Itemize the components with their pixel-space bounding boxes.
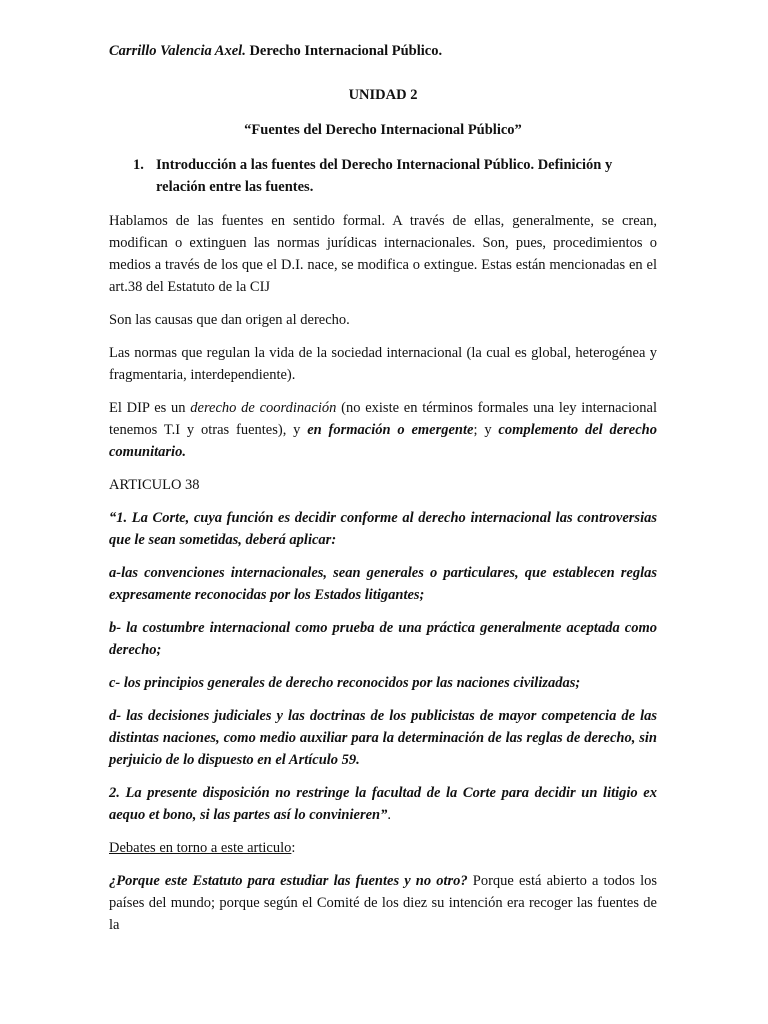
unit-subtitle: “Fuentes del Derecho Internacional Público” bbox=[244, 122, 522, 138]
article-item-a: a-las convenciones internacionales, sean generales o particulares, que establecen reglas expresamente reconocidas por los Estados litigantes; bbox=[109, 565, 657, 603]
article-paragraph-1: “1. La Corte, cuya función es decidir conforme al derecho internacional las controversias que le sean sometidas, deberá aplicar: bbox=[109, 510, 657, 548]
article-heading: ARTICULO 38 bbox=[109, 477, 200, 493]
section-number: 1. bbox=[133, 157, 144, 173]
section-heading bbox=[109, 154, 657, 198]
why-statute-question: ¿Porque este Estatuto para estudiar las fuentes y no otro? bbox=[109, 873, 468, 889]
article-paragraph-2-text: 2. La presente disposición no restringe la facultad de la Corte para decidir un litigio ex aequo et bono, si las partes así lo convinieren” bbox=[109, 785, 657, 823]
article-paragraph-2-end: . bbox=[387, 807, 391, 823]
why-statute-answer: Porque está abierto a todos los países del mundo; porque según el Comité de los diez su intención era recoger las fuentes de la bbox=[109, 873, 657, 933]
unit-heading: UNIDAD 2 bbox=[348, 87, 418, 103]
article-item-c: c- los principios generales de derecho reconocidos por las naciones civilizadas; bbox=[109, 675, 581, 691]
dip-text-d: en formación o emergente bbox=[307, 422, 474, 438]
paragraph-why-statute bbox=[109, 870, 657, 936]
author-name: Carrillo Valencia Axel bbox=[109, 43, 243, 59]
course-title: Derecho Internacional Público. bbox=[249, 43, 443, 59]
section-title: Introducción a las fuentes del Derecho Internacional Público. Definición y relación entre las fuentes. bbox=[156, 157, 613, 195]
debates-heading bbox=[109, 837, 657, 859]
header-separator: . bbox=[242, 43, 250, 59]
dip-text-a: El DIP es un bbox=[109, 400, 191, 416]
dip-text-c: (no existe en términos formales una ley internacional tenemos T.I y otras fuentes), y bbox=[109, 400, 657, 438]
paragraph-norms: Las normas que regulan la vida de la sociedad internacional (la cual es global, heterogénea y fragmentaria, interdependiente). bbox=[109, 345, 657, 383]
article-item-d: d- las decisiones judiciales y las doctrinas de los publicistas de mayor competencia de las distintas naciones, como medio auxiliar para la determinación de las reglas de derecho, sin perjuicio de lo dispuesto en el Artículo 59. bbox=[109, 708, 657, 768]
document-header bbox=[109, 40, 657, 62]
dip-text-f: complemento del derecho comunitario. bbox=[109, 422, 657, 460]
dip-text-e: ; y bbox=[473, 422, 499, 438]
article-item-b: b- la costumbre internacional como prueba de una práctica generalmente aceptada como derecho; bbox=[109, 620, 657, 658]
article-paragraph-2 bbox=[109, 782, 657, 826]
paragraph-formal-sources: Hablamos de las fuentes en sentido formal. A través de ellas, generalmente, se crean, modifican o extinguen las normas jurídicas internacionales. Son, pues, procedimientos o medios a través de los que el D.I. nace, se modifica o extingue. Estas están mencionadas en el art.38 del Estatuto de la CIJ bbox=[109, 213, 657, 295]
dip-text-b: derecho de coordinación bbox=[190, 400, 337, 416]
debates-heading-text: Debates en torno a este articulo bbox=[109, 840, 292, 856]
paragraph-causes: Son las causas que dan origen al derecho. bbox=[109, 312, 350, 328]
debates-heading-colon: : bbox=[291, 840, 296, 856]
paragraph-dip bbox=[109, 397, 657, 463]
